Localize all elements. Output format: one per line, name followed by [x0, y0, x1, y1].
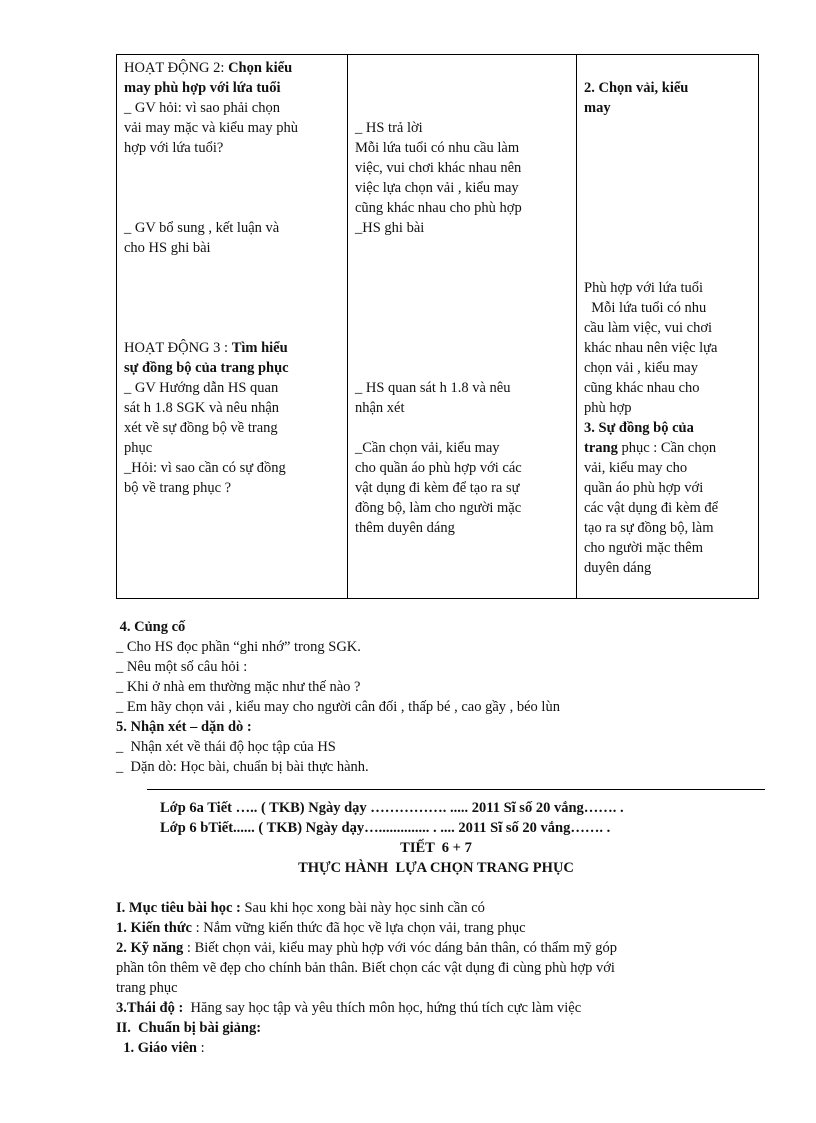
- consolidation-item: _ Nêu một số câu hỏi :: [116, 659, 248, 675]
- consolidation-item: _ Em hãy chọn vải , kiểu may cho người cân đối , thấp bé , cao gầy , béo lùn: [116, 699, 560, 715]
- activity-3-guide: phục: [124, 440, 153, 456]
- skills-line: 2. Kỹ năng : Biết chọn vải, kiểu may phù hợp với vóc dáng bản thân, có thẩm mỹ góp: [116, 940, 618, 956]
- lesson-title-block: [116, 838, 756, 878]
- schedule-row-6b: Lớp 6 bTiết...... ( TKB) Ngày dạy….............. . .... 2011 Sĩ số 20 vắng……. .: [160, 820, 611, 836]
- content-line: Phù hợp với lứa tuổi: [584, 280, 704, 296]
- activity-2-title-cont: may phù hợp với lứa tuổi: [124, 80, 281, 96]
- observe-line: nhận xét: [355, 400, 405, 416]
- attitude-line: 3.Thái độ : Hăng say học tập và yêu thích môn học, hứng thú tích cực làm việc: [116, 1000, 582, 1016]
- section-2-heading: [584, 78, 754, 118]
- knowledge-line: 1. Kiến thức : Nắm vững kiến thức đã học về lựa chọn vải, trang phục: [116, 920, 526, 936]
- section-divider: [147, 789, 765, 790]
- answer-line: đồng bộ, làm cho người mặc: [355, 500, 522, 516]
- activity-2-summary: [124, 218, 341, 258]
- activity-2-block: [124, 58, 341, 158]
- section-2-content: [584, 278, 754, 578]
- student-answer-1: [355, 118, 570, 238]
- consolidation-item: _ Khi ở nhà em thường mặc như thế nào ?: [116, 679, 361, 695]
- skills-line-cont: trang phục: [116, 980, 178, 996]
- activity-3-question: _Hỏi: vì sao cần có sự đồng: [124, 460, 286, 476]
- answer-line: việc, vui chơi khác nhau nên: [355, 160, 522, 176]
- answer-line: việc lựa chọn vải , kiểu may: [355, 180, 519, 196]
- section-3-heading-cont: trang phục : Cần chọn: [584, 440, 717, 456]
- consolidation-heading: 4. Củng cố: [116, 619, 186, 635]
- answer-line: vật dụng đi kèm để tạo ra sự: [355, 480, 520, 496]
- content-line: quần áo phù hợp với: [584, 480, 704, 496]
- content-line: Mỗi lứa tuổi có nhu: [584, 300, 707, 316]
- observe-line: _ HS quan sát h 1.8 và nêu: [355, 380, 511, 396]
- content-line: phù hợp: [584, 400, 632, 416]
- answer-line: Mỗi lứa tuổi có nhu cầu làm: [355, 140, 520, 156]
- activity-2-question: _ GV hỏi: vì sao phải chọn: [124, 100, 280, 116]
- answer-line: thêm duyên dáng: [355, 520, 455, 536]
- teacher-prep-line: 1. Giáo viên :: [116, 1040, 205, 1056]
- skills-line-cont: phần tôn thêm vẽ đẹp cho chính bản thân. Biết chọn các vật dụng đi cùng phù hợp với: [116, 960, 615, 976]
- review-item: _ Nhận xét về thái độ học tập của HS: [116, 739, 336, 755]
- answer-line: _Cần chọn vải, kiểu may: [355, 440, 500, 456]
- summary-line: _ GV bổ sung , kết luận và: [124, 220, 280, 236]
- content-line: cho người mặc thêm: [584, 540, 704, 556]
- lesson-title: THỰC HÀNH LỰA CHỌN TRANG PHỤC: [298, 860, 574, 876]
- content-line: khác nhau nên việc lựa: [584, 340, 718, 356]
- content-line: cầu làm việc, vui chơi: [584, 320, 713, 336]
- student-observe: [355, 378, 570, 418]
- summary-line: cho HS ghi bài: [124, 240, 211, 256]
- activity-2-question: hợp với lứa tuổi?: [124, 140, 224, 156]
- answer-line: _HS ghi bài: [355, 220, 425, 236]
- content-line: duyên dáng: [584, 560, 652, 576]
- activity-3-guide: sát h 1.8 SGK và nêu nhận: [124, 400, 280, 416]
- preparation-heading: II. Chuẩn bị bài giảng:: [116, 1020, 262, 1036]
- content-line: tạo ra sự đồng bộ, làm: [584, 520, 714, 536]
- content-line: vải, kiểu may cho: [584, 460, 688, 476]
- lesson-table: [116, 54, 759, 599]
- objectives-heading: I. Mục tiêu bài học : Sau khi học xong bài này học sinh cần có: [116, 900, 485, 916]
- activity-3-title-cont: sự đồng bộ của trang phục: [124, 360, 289, 376]
- content-column: [577, 55, 758, 598]
- answer-line: cho quần áo phù hợp với các: [355, 460, 522, 476]
- content-line: cũng khác nhau cho: [584, 380, 700, 396]
- consolidation-section: [116, 617, 776, 777]
- section-3-heading: 3. Sự đồng bộ của: [584, 420, 694, 436]
- schedule-row-6a: Lớp 6a Tiết ….. ( TKB) Ngày dạy ……………. ..... 2011 Sĩ số 20 vắng……. .: [160, 800, 624, 816]
- activity-3-title: HOẠT ĐỘNG 3 : Tìm hiểu: [124, 340, 288, 356]
- content-line: các vật dụng đi kèm để: [584, 500, 719, 516]
- answer-line: cũng khác nhau cho phù hợp: [355, 200, 522, 216]
- activity-3-guide: _ GV Hướng dẫn HS quan: [124, 380, 279, 396]
- activity-3-question: bộ về trang phục ?: [124, 480, 232, 496]
- activity-3-block: [124, 338, 341, 498]
- teacher-activity-column: [117, 55, 348, 598]
- activity-2-title: HOẠT ĐỘNG 2: Chọn kiểu: [124, 60, 293, 76]
- student-answer-2: [355, 438, 570, 538]
- answer-line: _ HS trả lời: [355, 120, 423, 136]
- content-line: chọn vải , kiểu may: [584, 360, 698, 376]
- review-item: _ Dặn dò: Học bài, chuẩn bị bài thực hành.: [116, 759, 369, 775]
- student-activity-column: [348, 55, 577, 598]
- review-heading: 5. Nhận xét – dặn dò :: [116, 719, 252, 735]
- heading-line: may: [584, 100, 611, 116]
- heading-line: 2. Chọn vải, kiểu: [584, 80, 689, 96]
- period-label: TIẾT 6 + 7: [400, 840, 472, 856]
- consolidation-item: _ Cho HS đọc phần “ghi nhớ” trong SGK.: [116, 639, 361, 655]
- activity-3-guide: xét về sự đồng bộ về trang: [124, 420, 278, 436]
- objectives-section: [116, 898, 776, 1058]
- activity-2-question: vải may mặc và kiểu may phù: [124, 120, 298, 136]
- schedule-block: [160, 798, 760, 838]
